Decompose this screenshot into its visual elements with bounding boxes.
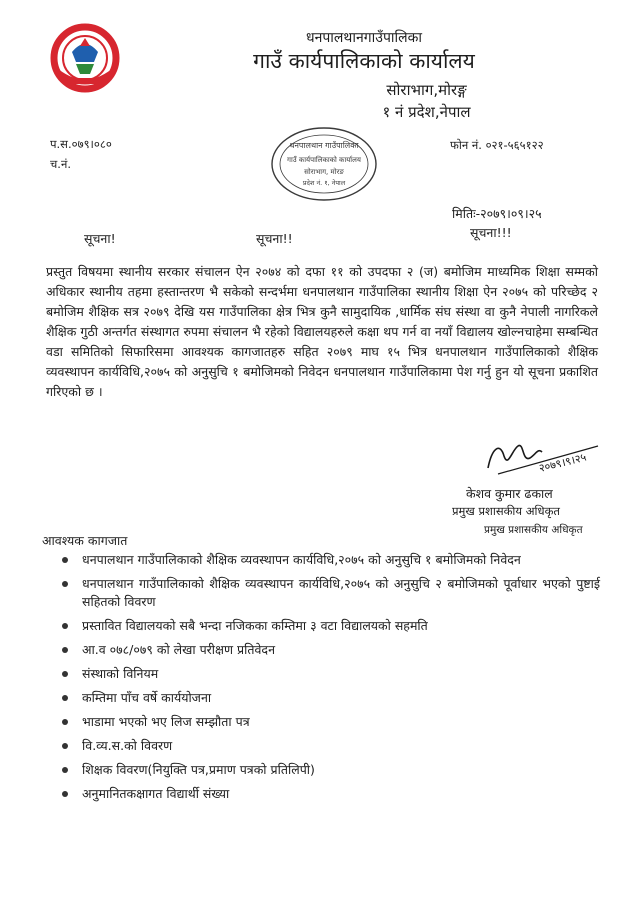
list-item: कम्तिमा पाँच वर्षे कार्ययोजना xyxy=(60,689,600,707)
dispatch-number: च.नं. xyxy=(50,157,71,171)
list-item: धनपालथान गाउँपालिकाको शैक्षिक व्यवस्थापन कार्यविधि,२०७५ को अनुसुचि १ बमोजिमको निवेदन xyxy=(60,551,600,569)
handwritten-signature xyxy=(478,428,606,488)
stamp-text-4: प्रदेश नं. १, नेपाल xyxy=(302,179,346,187)
stamp-text-2: गाउँ कार्यपालिकाको कार्यालय xyxy=(287,156,361,164)
documents-heading: आवश्यक कागजात xyxy=(42,533,128,548)
bullet-dot-icon xyxy=(62,791,68,797)
bullet-dot-icon xyxy=(62,743,68,749)
bullet-dot-icon xyxy=(62,671,68,677)
list-item: आ.व ०७८/०७९ को लेखा परीक्षण प्रतिवेदन xyxy=(60,641,600,659)
list-item: भाडामा भएको भए लिज सम्झौता पत्र xyxy=(60,713,600,731)
letter-number: प.स.०७९।०८० xyxy=(50,137,112,151)
bullet-dot-icon xyxy=(62,623,68,629)
list-item: शिक्षक विवरण(नियुक्ति पत्र,प्रमाण पत्रको प्रतिलिपी) xyxy=(60,761,600,779)
notice-label-2: सूचना!! xyxy=(256,231,293,246)
office-title: गाउँ कार्यपालिकाको कार्यालय xyxy=(253,49,475,73)
date: मितिः-२०७९।०९।२५ xyxy=(452,206,542,221)
signatory-title-seal: प्रमुख प्रशासकीय अधिकृत xyxy=(484,524,583,536)
documents-list xyxy=(60,551,600,809)
bullet-dot-icon xyxy=(62,767,68,773)
list-item: संस्थाको विनियम xyxy=(60,665,600,683)
bullet-dot-icon xyxy=(62,557,68,563)
list-item: प्रस्तावित विद्यालयको सबै भन्दा नजिकका कम्तिमा ३ वटा विद्यालयको सहमति xyxy=(60,617,600,635)
list-item: धनपालथान गाउँपालिकाको शैक्षिक व्यवस्थापन कार्यविधि,२०७५ को अनुसुचि २ बमोजिमको पूर्वाधार भएको पुष्टाई सहितको विवरण xyxy=(60,575,600,611)
signature-date: २०७९।९।२५ xyxy=(537,450,588,475)
list-item: अनुमानितकक्षागत विद्यार्थी संख्या xyxy=(60,785,600,803)
stamp-text-3: सोराभाग, मोरङ xyxy=(304,168,344,176)
notice-label-3: सूचना!!! xyxy=(470,225,512,240)
list-item: वि.व्य.स.को विवरण xyxy=(60,737,600,755)
bullet-dot-icon xyxy=(62,719,68,725)
address-line-2: १ नं प्रदेश,नेपाल xyxy=(382,103,471,121)
bullet-dot-icon xyxy=(62,695,68,701)
notice-label-1: सूचना! xyxy=(84,231,116,246)
office-stamp xyxy=(268,124,380,204)
municipality-name: धनपालथानगाउँपालिका xyxy=(305,30,423,46)
stamp-text-1: धनपालथान गाउँपालिका xyxy=(289,141,359,150)
address-line-1: सोराभाग,मोरङ्ग xyxy=(386,81,467,99)
bullet-dot-icon xyxy=(62,647,68,653)
bullet-dot-icon xyxy=(62,581,68,587)
signatory-name: केशव कुमार ढकाल xyxy=(466,486,553,501)
notice-body: प्रस्तुत विषयमा स्थानीय सरकार संचालन ऐन २०७४ को दफा ११ को उपदफा २ (ज) बमोजिम माध्यमिक शिक्षा सम्मको अधिकार स्थानीय तहमा हस्तान्तरण भै सकेको सन्दर्भमा धनपालथान गाउँपालिका स्थानीय शिक्षा ऐन २०७५ को परिच्छेद २ बमोजिम शैक्षिक सत्र २०७९ देखि यस गाउँपालिका क्षेत्र भित्र कुनै सामुदायिक ,धार्मिक संघ संस्था वा कुनै नेपाली नागरिकले शैक्षिक गुठी अन्तर्गत संस्थागत रुपमा संचालन भै रहेको विद्यालयहरुले कक्षा थप गर्न वा नयाँ विद्यालय खोल्नचाहेमा सम्बन्धित वडा समितिको सिफारिसमा आवश्यक कागजातहरु सहित २०७९ माघ १५ भित्र धनपालथान गाउँपालिकाको शैक्षिक व्यवस्थापन कार्यविधि,२०७५ को अनुसुचि १ बमोजिमको निवेदन धनपालथान गाउँपालिकामा पेश गर्नु हुन यो सूचना प्रकाशित गरिएको छ । xyxy=(46,264,598,399)
signatory-title: प्रमुख प्रशासकीय अधिकृत xyxy=(452,504,560,518)
phone-number: फोन नं. ०२१-५६५१२२ xyxy=(450,138,544,152)
